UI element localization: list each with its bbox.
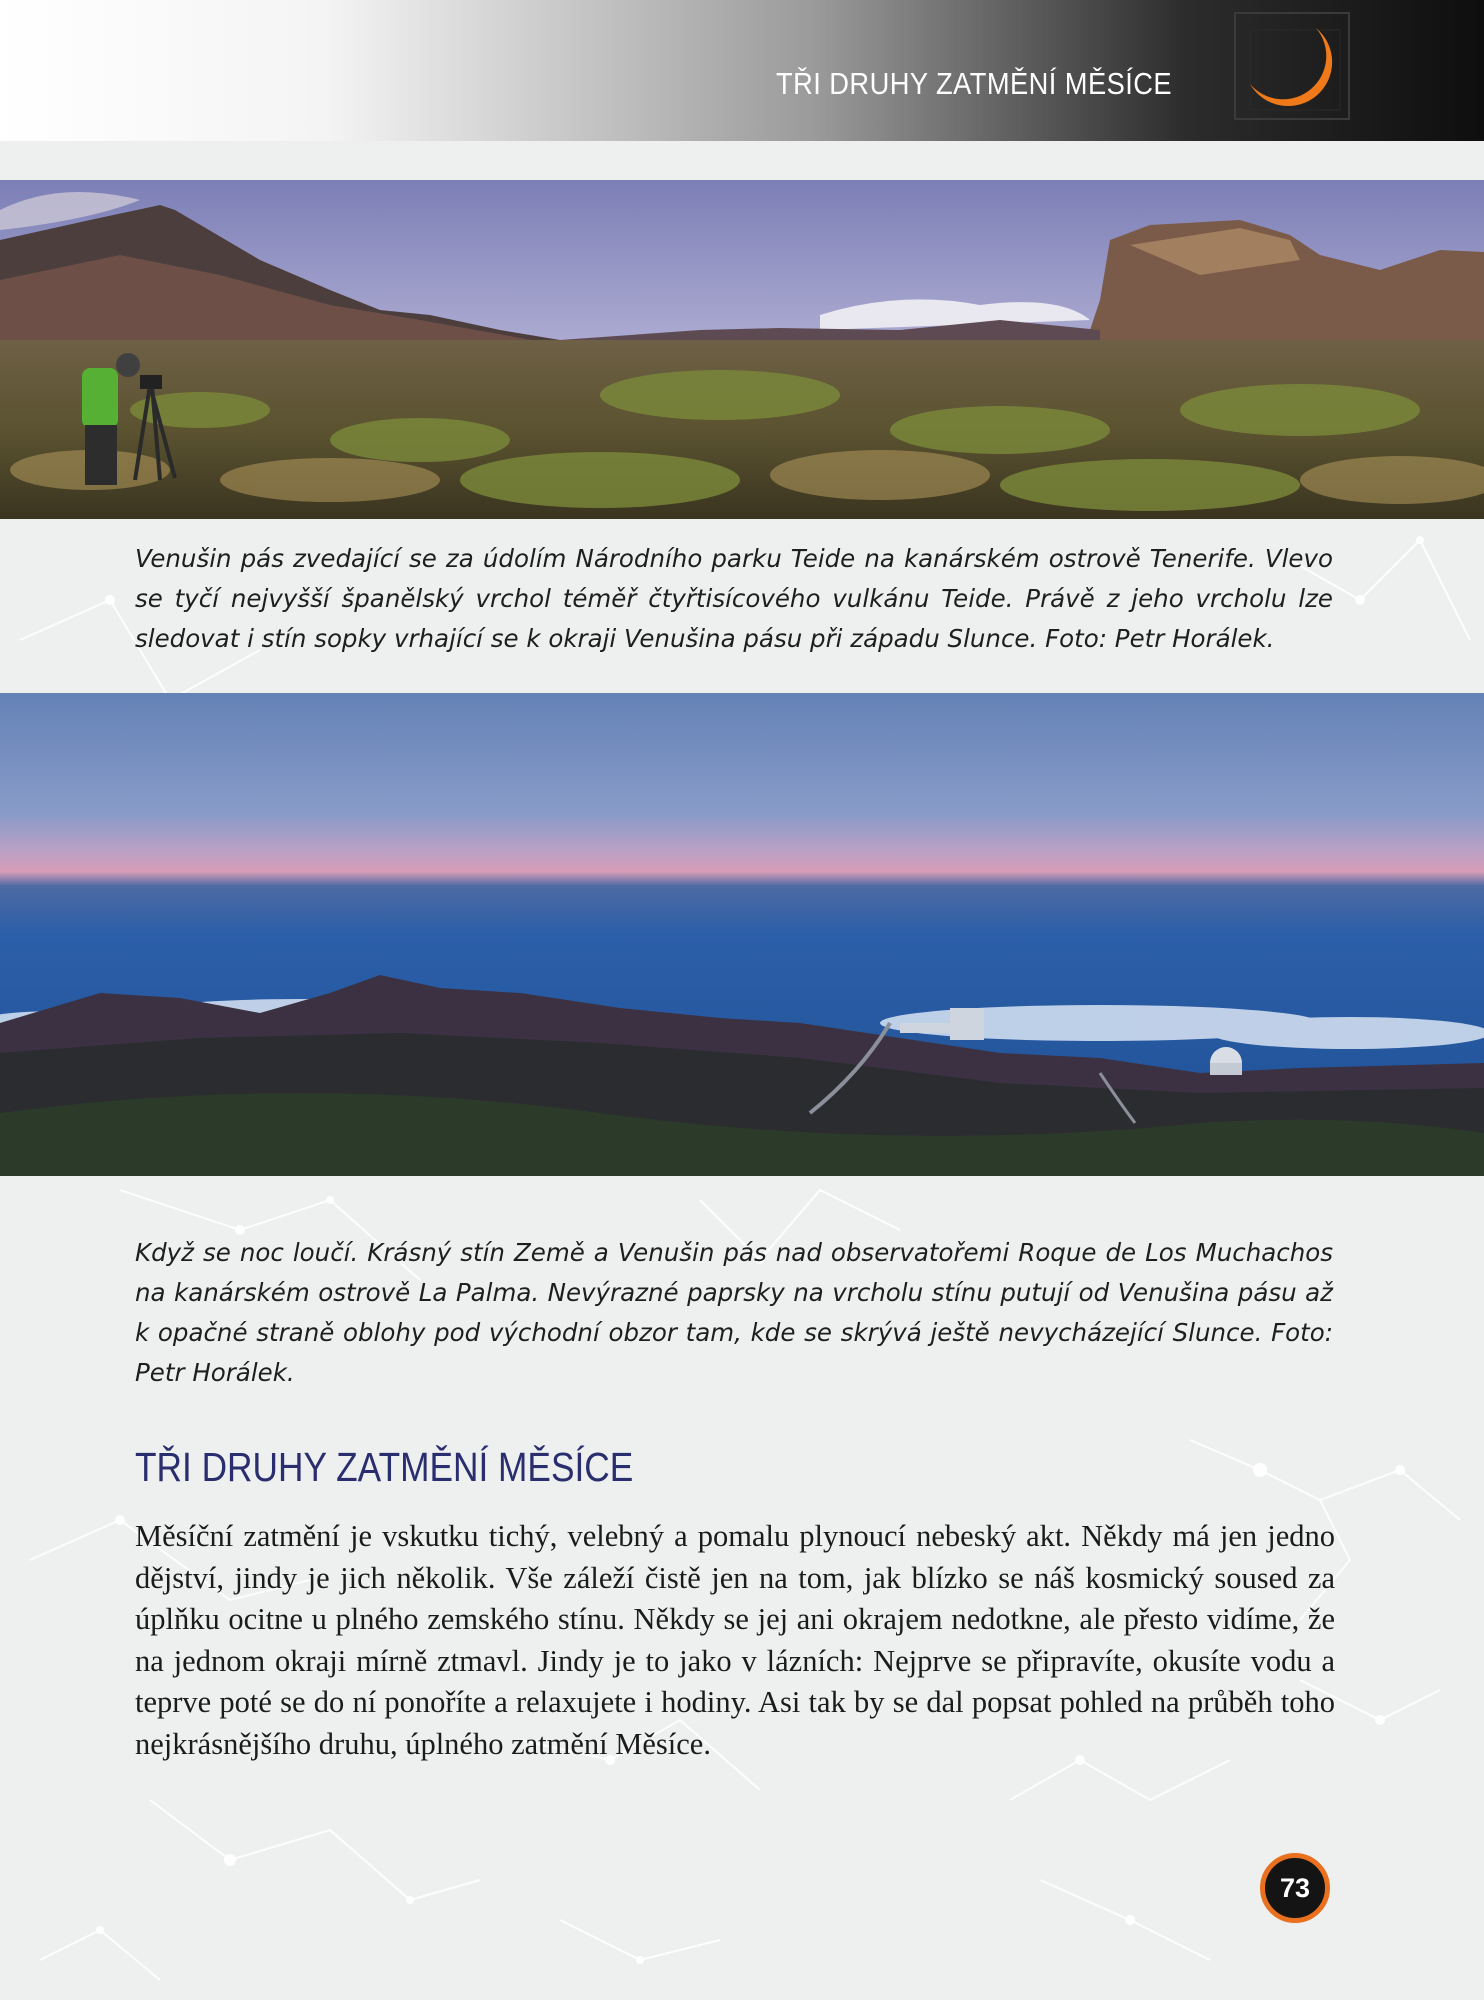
photo-caption-1: Venušin pás zvedající se za údolím Národního parku Teide na kanárském ostrově Tenerife. Vlevo se tyčí nejvyšší španělský vrchol téměř čtyřtisícového vulkánu Teide. Právě z jeho vrcholu lze sledovat i stín sopky vrhající se k okraji Venušina pásu při západu Slunce. Foto: Petr Horálek. <box>135 544 1333 653</box>
section-heading: TŘI DRUHY ZATMĚNÍ MĚSÍCE <box>135 1444 634 1490</box>
photo-caption-2: Když se noc loučí. Krásný stín Země a Venušin pás nad observatořemi Roque de Los Muchachos na kanárském ostrově La Palma. Nevýrazné paprsky na vrcholu stínu putují od Venušina pásu až k opačné straně oblohy pod východní obzor tam, kde se skrývá ještě nevycházející Slunce. Foto: Petr Horálek. <box>135 1238 1333 1387</box>
page-number-badge: 73 <box>1260 1853 1330 1923</box>
la-palma-observatory-photo <box>0 693 1484 1176</box>
page-header <box>0 0 1484 141</box>
crescent-moon-icon <box>1232 10 1352 122</box>
header-title: TŘI DRUHY ZATMĚNÍ MĚSÍCE <box>775 66 1172 101</box>
body-paragraph: Měsíční zatmění je vskutku tichý, velebný a pomalu plynoucí nebeský akt. Někdy má jen jedno dějství, jindy je jich několik. Vše záleží čistě jen na tom, jak blízko se náš kosmický soused za úplňku ocitne u plného zemského stínu. Někdy se jej ani okrajem nedotkne, ale přesto vidíme, že na jednom okraji mírně ztmavl. Jindy je to jako v lázních: Nejprve se připravíte, okusíte vodu a teprve poté se do ní ponoříte a relaxujete i hodiny. Asi tak by se dal popsat pohled na průběh toho nejkrásnějšího druhu, úplného zatmění Měsíce. <box>135 1519 1335 1761</box>
teide-panorama-photo <box>0 180 1484 519</box>
